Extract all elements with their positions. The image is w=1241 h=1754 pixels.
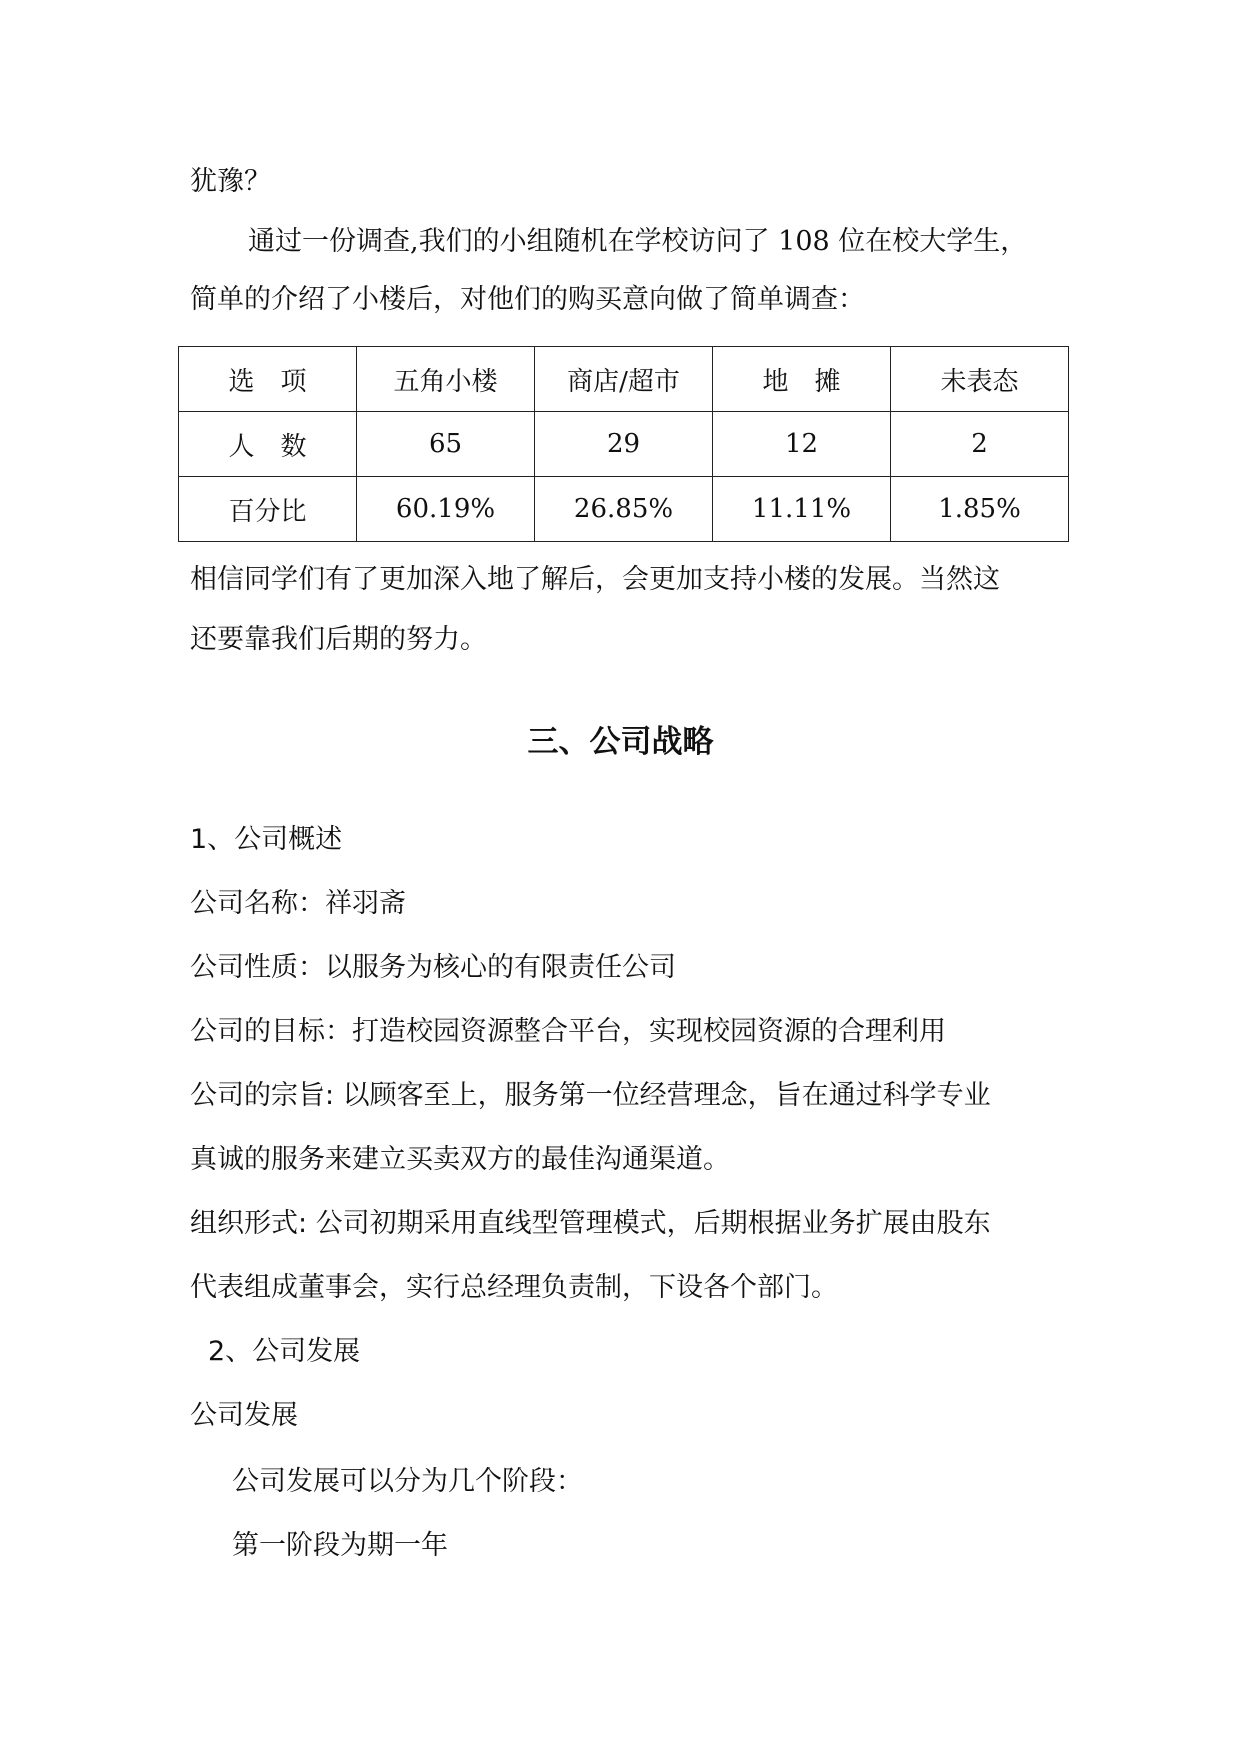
company-purpose-line-2: 真诚的服务来建立买卖双方的最佳沟通渠道。 <box>190 1144 730 1175</box>
table-row <box>179 412 1069 477</box>
overview-title: 1、公司概述 <box>190 824 343 855</box>
intro-line-3: 简单的介绍了小楼后，对他们的购买意向做了简单调查： <box>190 284 865 315</box>
table-cell: 12 <box>713 412 891 477</box>
table-header-cell: 五角小楼 <box>357 347 535 412</box>
section-heading: 三、公司战略 <box>527 724 714 760</box>
table-header-cell: 地 摊 <box>713 347 891 412</box>
table-header-cell: 未表态 <box>891 347 1069 412</box>
table-cell: 人 数 <box>179 412 357 477</box>
table-row <box>179 477 1069 542</box>
table-cell: 29 <box>535 412 713 477</box>
table-header-cell: 选 项 <box>179 347 357 412</box>
company-name: 公司名称：祥羽斋 <box>190 888 406 919</box>
table-header-cell: 商店/超市 <box>535 347 713 412</box>
org-form-line-2: 代表组成董事会，实行总经理负责制，下设各个部门。 <box>190 1272 838 1303</box>
development-subtitle: 公司发展 <box>190 1400 298 1431</box>
table-cell: 60.19% <box>357 477 535 542</box>
after-table-line-1: 相信同学们有了更加深入地了解后，会更加支持小楼的发展。当然这 <box>190 564 1000 595</box>
table-cell: 2 <box>891 412 1069 477</box>
company-nature: 公司性质：以服务为核心的有限责任公司 <box>190 952 676 983</box>
development-title: 2、公司发展 <box>208 1336 361 1367</box>
table-cell: 26.85% <box>535 477 713 542</box>
intro-line-1: 犹豫？ <box>190 166 271 197</box>
company-goal: 公司的目标：打造校园资源整合平台，实现校园资源的合理利用 <box>190 1016 946 1047</box>
table-cell: 11.11% <box>713 477 891 542</box>
org-form-line-1: 组织形式: 公司初期采用直线型管理模式，后期根据业务扩展由股东 <box>190 1208 991 1239</box>
table-cell: 1.85% <box>891 477 1069 542</box>
after-table-line-2: 还要靠我们后期的努力。 <box>190 624 487 655</box>
company-purpose-line-1: 公司的宗旨: 以顾客至上，服务第一位经营理念，旨在通过科学专业 <box>190 1080 991 1111</box>
table-cell: 65 <box>357 412 535 477</box>
intro-line-2: 通过一份调查,我们的小组随机在学校访问了 108 位在校大学生， <box>248 226 1028 257</box>
development-stage-1: 第一阶段为期一年 <box>232 1530 448 1561</box>
table-header-row <box>179 347 1069 412</box>
development-stages-intro: 公司发展可以分为几个阶段： <box>232 1466 583 1497</box>
table-cell: 百分比 <box>179 477 357 542</box>
survey-table <box>178 346 1069 542</box>
